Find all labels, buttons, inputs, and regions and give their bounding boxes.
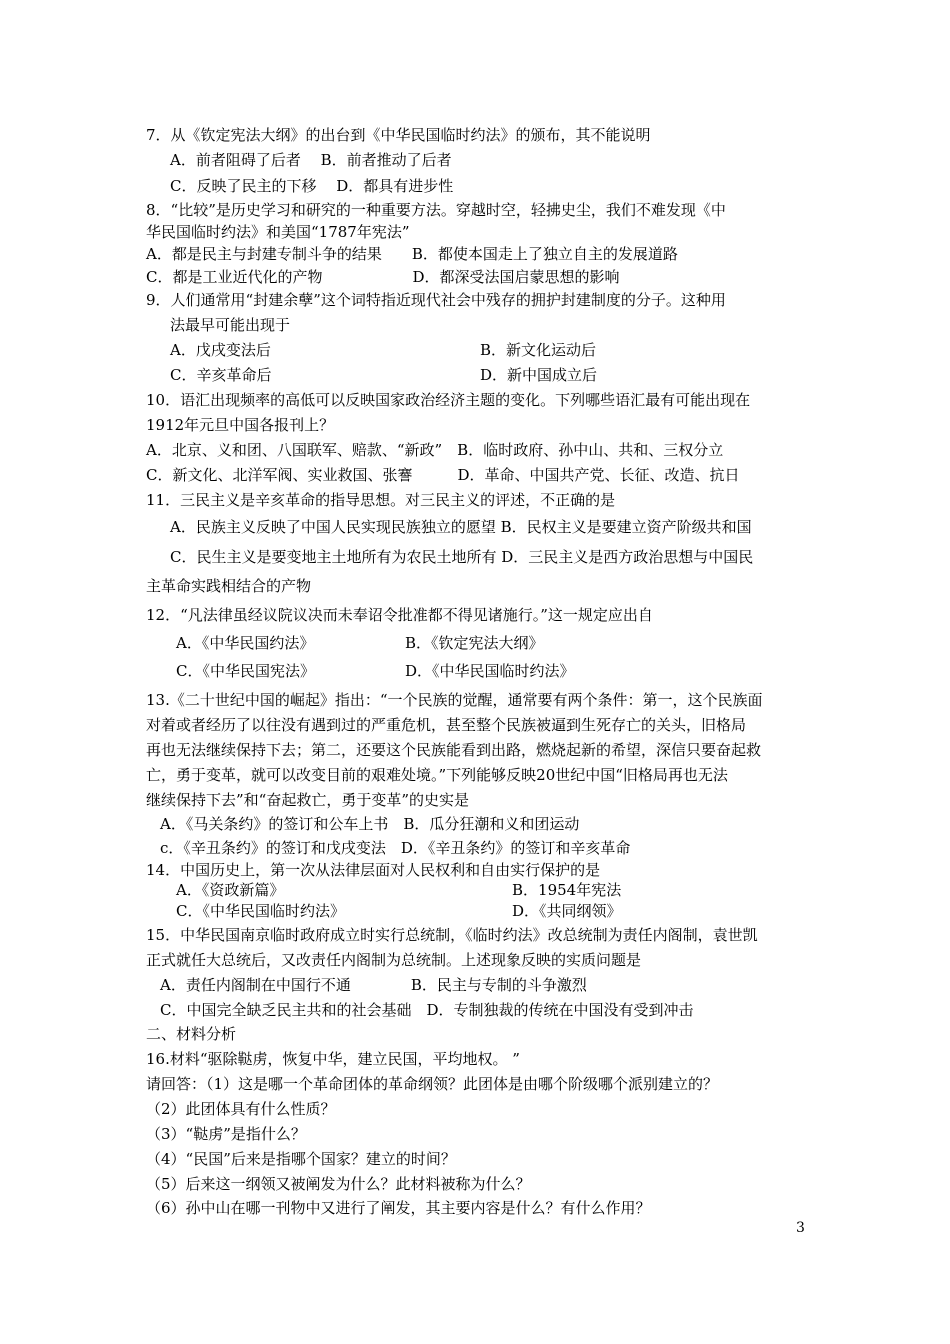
page-number: 3: [796, 1220, 805, 1236]
question-16-prompt-6: （6）孙中山在哪一刊物中又进行了阐发，其主要内容是什么？有什么作用？: [146, 1199, 651, 1217]
question-16-prompt-1: 请回答：（1）这是哪一个革命团体的革命纲领？此团体是由哪个阶级哪个派别建立的？: [146, 1075, 719, 1093]
question-16-prompt-5: （5）后来这一纲领又被阐发为什么？此材料被称为什么？: [146, 1175, 531, 1193]
question-13-options-ab: A．《马关条约》的签订和公车上书 B．瓜分狂潮和义和团运动: [160, 815, 580, 833]
question-15-options-cd: C．中国完全缺乏民主共和的社会基础 D．专制独裁的传统在中国没有受到冲击: [160, 1001, 694, 1019]
question-13-stem-5: 继续保持下去”和“奋起救亡，勇于变革”的史实是: [146, 791, 470, 809]
question-7-options-ab: A．前者阻碍了后者 B．前者推动了后者: [170, 151, 452, 169]
question-10-options-ab: A．北京、义和团、八国联军、赔款、“新政” B．临时政府、孙中山、共和、三权分立: [146, 441, 724, 459]
question-14-option-a: A．《资政新篇》: [176, 881, 285, 899]
question-15-stem-cont: 正式就任大总统后，又改责任内阁制为总统制。上述现象反映的实质问题是: [146, 951, 642, 969]
question-7-stem: 7．从《钦定宪法大纲》的出台到《中华民国临时约法》的颁布，其不能说明: [146, 126, 651, 144]
question-16-prompt-4: （4）“民国”后来是指哪个国家？建立的时间？: [146, 1150, 456, 1168]
question-16-prompt-3: （3）“鞑虏”是指什么？: [146, 1125, 306, 1143]
question-12-option-d: D．《中华民国临时约法》: [405, 662, 575, 680]
question-11-options-cd: C．民生主义是要变地主土地所有为农民土地所有 D．三民主义是西方政治思想与中国民: [170, 548, 754, 566]
question-9-stem: 9．人们通常用“封建余孽”这个词特指近现代社会中残存的拥护封建制度的分子。这种用: [146, 291, 726, 309]
question-8-options-cd: C．都是工业近代化的产物 D．都深受法国启蒙思想的影响: [146, 268, 620, 286]
question-16-prompt-2: （2）此团体具有什么性质？: [146, 1100, 336, 1118]
question-9-stem-cont: 法最早可能出现于: [170, 316, 291, 334]
question-15-options-ab: A．责任内阁制在中国行不通 B．民主与专制的斗争激烈: [160, 976, 587, 994]
question-12-option-a: A．《中华民国约法》: [176, 634, 315, 652]
question-9-option-a: A．戊戌变法后: [170, 341, 271, 359]
question-11-options-ab: A．民族主义反映了中国人民实现民族独立的愿望 B．民权主义是要建立资产阶级共和国: [170, 518, 752, 536]
question-15-stem: 15．中华民国南京临时政府成立时实行总统制，《临时约法》改总统制为责任内阁制，袁世凯: [146, 926, 758, 944]
question-7-options-cd: C．反映了民主的下移 D．都具有进步性: [170, 177, 454, 195]
question-14-option-c: C．《中华民国临时约法》: [176, 902, 345, 920]
question-13-options-cd: c．《辛丑条约》的签订和戊戌变法 D．《辛丑条约》的签订和辛亥革命: [160, 839, 631, 857]
question-13-stem-2: 对着或者经历了以往没有遇到过的严重危机，甚至整个民族被逼到生死存亡的关头，旧格局: [146, 716, 747, 734]
question-12-option-b: B．《钦定宪法大纲》: [405, 634, 544, 652]
question-13-stem-3: 再也无法继续保持下去；第二，还要这个民族能看到出路，燃烧起新的希望，深信只要奋起救: [146, 741, 762, 759]
question-8-stem: 8．“比较”是历史学习和研究的一种重要方法。穿越时空，轻拂史尘，我们不难发现《中: [146, 201, 726, 219]
question-9-option-c: C．辛亥革命后: [170, 366, 272, 384]
question-8-stem-cont: 华民国临时约法》和美国“1787年宪法”: [146, 223, 410, 241]
question-13-stem-4: 亡，勇于变革，就可以改变目前的艰难处境。”下列能够反映20世纪中国“旧格局再也无法: [146, 766, 728, 784]
question-13-stem: 13.《二十世纪中国的崛起》指出：“一个民族的觉醒，通常要有两个条件：第一，这个民族面: [146, 691, 763, 709]
question-10-options-cd: C．新文化、北洋军阀、实业救国、张謇 D．革命、中国共产党、长征、改造、抗日: [146, 466, 740, 484]
question-11-options-cont: 主革命实践相结合的产物: [146, 577, 312, 595]
question-12-option-c: C．《中华民国宪法》: [176, 662, 315, 680]
section-heading: 二、材料分析: [146, 1025, 237, 1043]
question-14-option-b: B．1954年宪法: [512, 881, 622, 899]
question-9-option-b: B．新文化运动后: [480, 341, 597, 359]
question-11-stem: 11．三民主义是辛亥革命的指导思想。对三民主义的评述，不正确的是: [146, 491, 616, 509]
question-8-options-ab: A．都是民主与封建专制斗争的结果 B．都使本国走上了独立自主的发展道路: [146, 245, 678, 263]
question-14-option-d: D．《共同纲领》: [512, 902, 622, 920]
question-12-stem: 12．“凡法律虽经议院议决而未奉诏令批准都不得见诸施行。”这一规定应出自: [146, 606, 653, 624]
question-14-stem: 14．中国历史上，第一次从法律层面对人民权利和自由实行保护的是: [146, 861, 601, 879]
question-10-stem-cont: 1912年元旦中国各报刊上？: [146, 416, 335, 434]
question-9-option-d: D．新中国成立后: [480, 366, 598, 384]
question-16-material: 16.材料“驱除鞑虏，恢复中华，建立民国，平均地权。 ”: [146, 1050, 520, 1068]
question-10-stem: 10．语汇出现频率的高低可以反映国家政治经济主题的变化。下列哪些语汇最有可能出现在: [146, 391, 751, 409]
